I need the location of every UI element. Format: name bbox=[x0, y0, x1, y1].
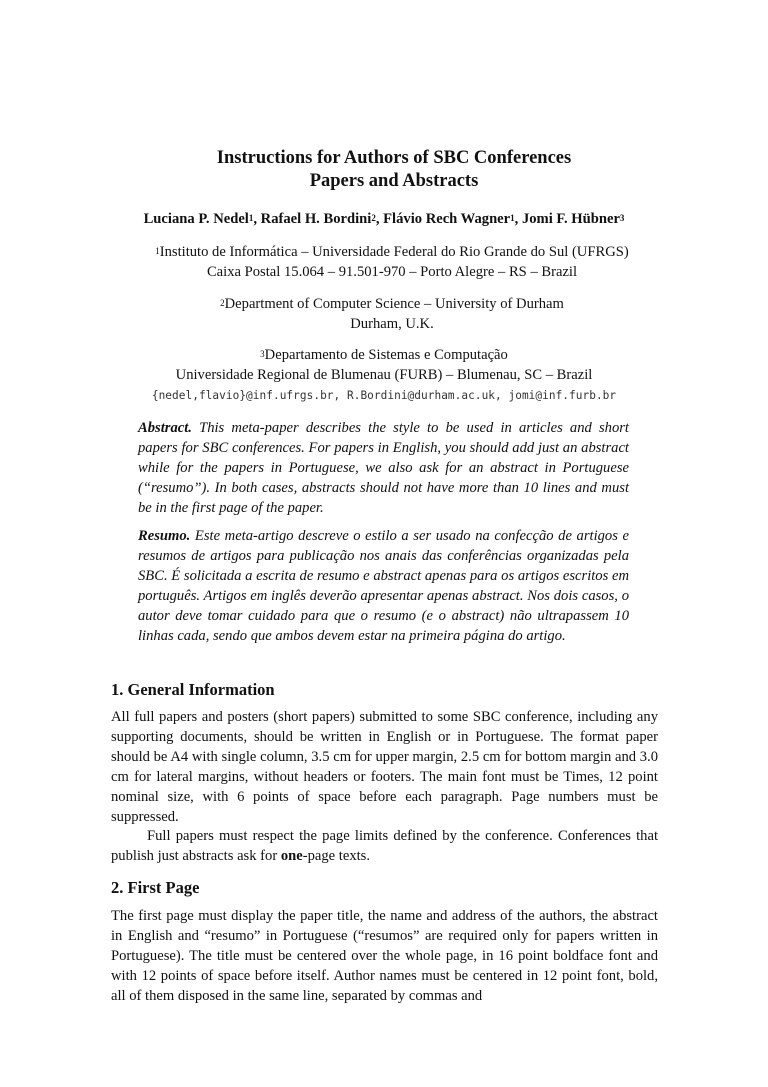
author-name: Flávio Rech Wagner bbox=[383, 211, 511, 227]
abstract-block bbox=[138, 418, 629, 518]
affiliation-mark: 1 bbox=[155, 246, 160, 256]
affiliation-line: Caixa Postal 15.064 – 91.501-970 – Porto Alegre – RS – Brazil bbox=[206, 264, 578, 280]
paragraph-text: -page texts. bbox=[302, 848, 371, 865]
affiliation-line: Departamento de Sistemas e Computação bbox=[264, 347, 508, 363]
affiliation-line: Universidade Regional de Blumenau (FURB) – Blumenau, SC – Brazil bbox=[175, 367, 593, 383]
paragraph-text: Full papers must respect the page limits defined by the conference. Conferences that publish just abstracts ask for bbox=[111, 828, 658, 865]
abstract-label: Abstract. bbox=[138, 420, 192, 436]
paragraph-emphasis: one bbox=[280, 848, 303, 865]
author-name: Luciana P. Nedel bbox=[143, 211, 249, 227]
abstract-text: This meta-paper describes the style to be used in articles and short papers for SBC conferences. For papers in English, you should add just an abstract while for the papers in Portuguese, we also ask for an abstract in Portuguese (“resumo”). In both cases, abstracts should not have more than 10 lines and must be in the first page of the paper. bbox=[138, 420, 629, 516]
section2-paragraph-1: The first page must display the paper title, the name and address of the authors, the abstract in English and “resumo” in Portuguese (“resumos” are required only for papers written in Portuguese). The title must be centered over the whole page, in 16 point boldface font and with 12 points of space before itself. Author names must be centered in 12 point font, bold, all of them disposed in the same line, separated by commas and bbox=[111, 908, 658, 1005]
author-name: Rafael H. Bordini bbox=[260, 211, 372, 227]
author-affiliation-mark: 3 bbox=[619, 213, 625, 223]
section1-paragraph-2 bbox=[111, 826, 658, 866]
title-line-1: Instructions for Authors of SBC Conferences bbox=[216, 148, 572, 168]
resumo-text: Este meta-artigo descreve o estilo a ser usado na confecção de artigos e resumos de artigos para publicação nos anais das conferências organizadas pela SBC. É solicitada a escrita de resumo e abstract apenas para os artigos escritos em português. Artigos em inglês deverão apresentar apenas abstract. Nos dois casos, o autor deve tomar cuidado para que o resumo (e o abstract) não ultrapassem 10 linhas cada, sendo que ambos devem estar na primeira página do artigo. bbox=[138, 528, 629, 644]
affiliation-mark: 3 bbox=[260, 349, 265, 359]
resumo-block bbox=[138, 526, 629, 646]
affiliation-line: Durham, U.K. bbox=[350, 316, 434, 332]
paper-title bbox=[0, 147, 768, 193]
author-name: Jomi F. Hübner bbox=[521, 211, 620, 227]
title-line-2: Papers and Abstracts bbox=[309, 171, 479, 191]
section-heading-first-page: 2. First Page bbox=[111, 878, 200, 897]
section1-paragraph-1: All full papers and posters (short papers) submitted to some SBC conference, including any supporting documents, should be written in English or in Portuguese. The format paper should be A4 with single column, 3.5 cm for upper margin, 2.5 cm for bottom margin and 3.0 cm for lateral margins, without headers or footers. The main font must be Times, 12 point nominal size, with 6 points of space before each paragraph. Page numbers must be suppressed. bbox=[111, 709, 658, 826]
author-list: Luciana P. Nedel$^1$, Rafael H. Bordini$^2$, Flávio Rech Wagner$^1$, Jomi F. Hübner$^3$ bbox=[143, 211, 625, 227]
affiliation-line: Instituto de Informática – Universidade Federal do Rio Grande do Sul (UFRGS) bbox=[159, 244, 629, 260]
author-emails: {nedel,flavio}@inf.ufrgs.br, R.Bordini@durham.ac.uk, jomi@inf.furb.br bbox=[151, 389, 617, 402]
affiliation-line: Department of Computer Science – University of Durham bbox=[224, 296, 564, 312]
resumo-label: Resumo. bbox=[138, 528, 191, 544]
affiliation-2 bbox=[8, 294, 768, 334]
affiliation-1 bbox=[8, 242, 768, 282]
author-affiliation-mark: 1 bbox=[510, 213, 515, 223]
affiliation-3 bbox=[0, 345, 768, 385]
section-heading-general-information: 1. General Information bbox=[111, 680, 275, 699]
author-affiliation-mark: 1 bbox=[248, 213, 254, 223]
author-affiliation-mark: 2 bbox=[371, 213, 376, 223]
affiliation-mark: 2 bbox=[220, 298, 225, 308]
